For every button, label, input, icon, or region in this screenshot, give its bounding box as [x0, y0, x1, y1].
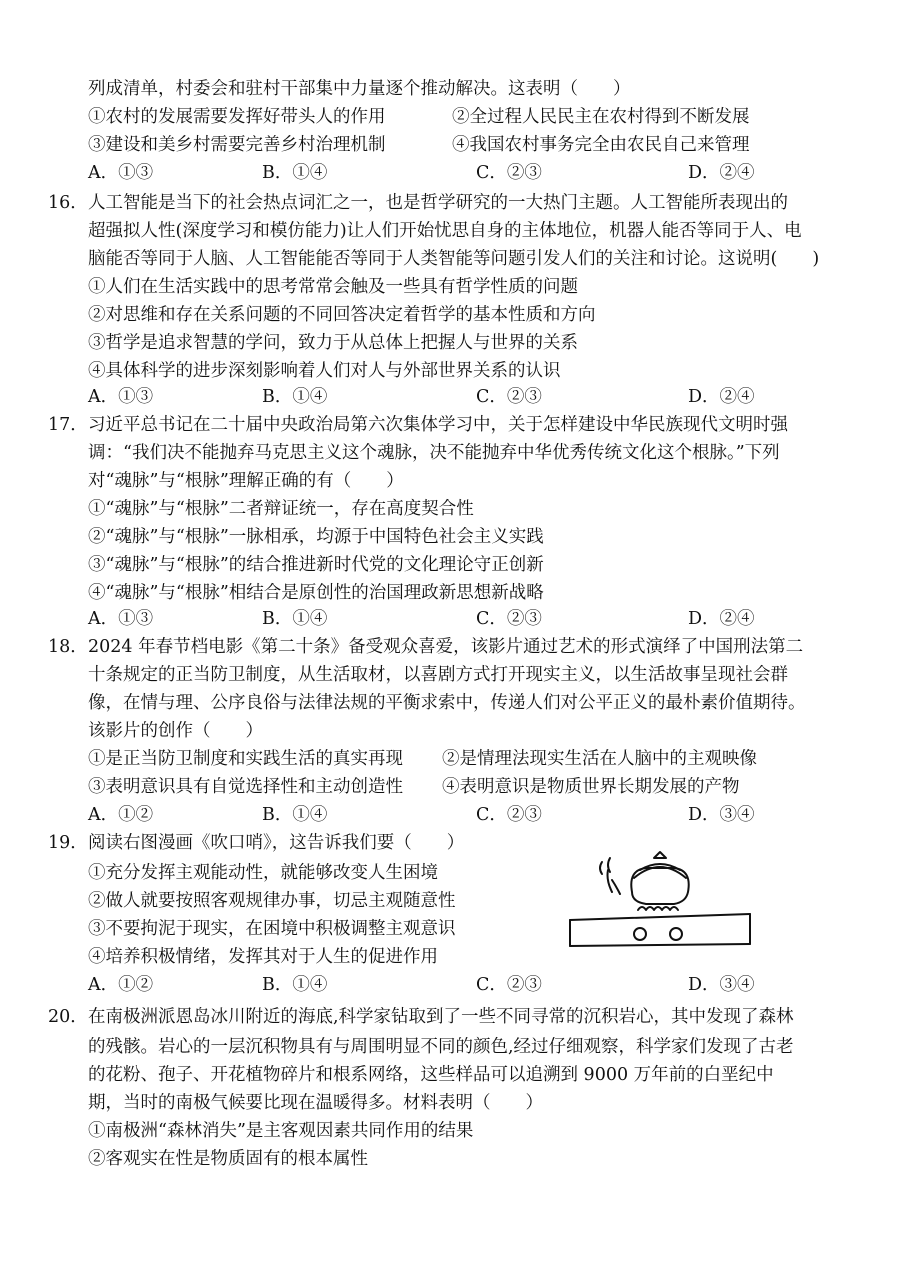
q18-choice-a[interactable]: A．①②	[88, 805, 154, 825]
q19-choice-d[interactable]: D．③④	[688, 975, 755, 995]
q19-choice-c[interactable]: C．②③	[476, 975, 542, 995]
q16-choice-b[interactable]: B．①④	[262, 387, 328, 407]
q20-item-2: ②客观实在性是物质固有的根本属性	[88, 1149, 368, 1169]
q15-choice-c[interactable]: C．②③	[476, 163, 542, 183]
q15-choice-a[interactable]: A．①③	[88, 163, 154, 183]
q17-stem-line: 对“魂脉”与“根脉”理解正确的有（ ）	[88, 471, 404, 491]
q16-item-1: ①人们在生活实践中的思考常常会触及一些具有哲学性质的问题	[88, 277, 578, 297]
q20-stem-line: 期，当时的南极气候要比现在温暖得多。材料表明（ ）	[88, 1093, 543, 1113]
q17-item-1: ①“魂脉”与“根脉”二者辩证统一，存在高度契合性	[88, 499, 474, 519]
q18-item-1: ①是正当防卫制度和实践生活的真实再现	[88, 749, 403, 769]
q16-item-2: ②对思维和存在关系问题的不同回答决定着哲学的基本性质和方向	[88, 305, 596, 325]
q16-choice-a[interactable]: A．①③	[88, 387, 154, 407]
q20-stem-line: 的残骸。岩心的一层沉积物具有与周围明显不同的颜色,经过仔细观察，科学家们发现了古老	[88, 1037, 794, 1057]
q15-stem: 列成清单，村委会和驻村干部集中力量逐个推动解决。这表明（ ）	[88, 79, 631, 99]
q15-item-1: ①农村的发展需要发挥好带头人的作用	[88, 107, 386, 127]
q18-choice-d[interactable]: D．③④	[688, 805, 755, 825]
q18-choice-b[interactable]: B．①④	[262, 805, 328, 825]
q19-item-3: ③不要拘泥于现实，在困境中积极调整主观意识	[88, 919, 456, 939]
q18-choice-c[interactable]: C．②③	[476, 805, 542, 825]
q20-stem-line: 在南极洲派恩岛冰川附近的海底,科学家钻取到了一些不同寻常的沉积岩心，其中发现了森林	[88, 1007, 794, 1027]
q18-stem-line: 2024 年春节档电影《第二十条》备受观众喜爱，该影片通过艺术的形式演绎了中国刑法第二	[88, 637, 804, 657]
q15-item-3: ③建设和美乡村需要完善乡村治理机制	[88, 135, 386, 155]
q16-stem-line: 人工智能是当下的社会热点词汇之一，也是哲学研究的一大热门主题。人工智能所表现出的	[88, 193, 788, 213]
q18-item-3: ③表明意识具有自觉选择性和主动创造性	[88, 777, 403, 797]
kettle-cartoon-image	[560, 848, 760, 958]
q15-choice-d[interactable]: D．②④	[688, 163, 755, 183]
q16-stem-line: 脑能否等同于人脑、人工智能能否等同于人类智能等问题引发人们的关注和讨论。这说明( )	[88, 249, 820, 269]
q18-stem-line: 像，在情与理、公序良俗与法律法规的平衡求索中，传递人们对公平正义的最朴素价值期待。	[88, 693, 806, 713]
q18-stem-line: 十条规定的正当防卫制度，从生活取材，以喜剧方式打开现实主义，以生活故事呈现社会群	[88, 665, 788, 685]
q15-item-4: ④我国农村事务完全由农民自己来管理	[452, 135, 750, 155]
q18-item-2: ②是情理法现实生活在人脑中的主观映像	[442, 749, 757, 769]
q20-item-1: ①南极洲“森林消失”是主客观因素共同作用的结果	[88, 1121, 474, 1141]
q16-number: 16．	[48, 193, 88, 213]
q17-item-4: ④“魂脉”与“根脉”相结合是原创性的治国理政新思想新战略	[88, 583, 544, 603]
q17-choice-b[interactable]: B．①④	[262, 609, 328, 629]
q17-choice-c[interactable]: C．②③	[476, 609, 542, 629]
q19-choice-a[interactable]: A．①②	[88, 975, 154, 995]
q17-stem-line: 调：“我们决不能抛弃马克思主义这个魂脉，决不能抛弃中华优秀传统文化这个根脉。”下列	[88, 443, 780, 463]
q20-number: 20．	[48, 1007, 88, 1027]
q19-choice-b[interactable]: B．①④	[262, 975, 328, 995]
q16-stem-line: 超强拟人性(深度学习和模仿能力)让人们开始忧思自身的主体地位，机器人能否等同于人、电	[88, 221, 802, 241]
q15-choice-b[interactable]: B．①④	[262, 163, 328, 183]
q18-number: 18．	[48, 637, 88, 657]
q17-item-3: ③“魂脉”与“根脉”的结合推进新时代党的文化理论守正创新	[88, 555, 544, 575]
q18-stem-line: 该影片的创作（ ）	[88, 721, 263, 741]
q16-choice-c[interactable]: C．②③	[476, 387, 542, 407]
q17-item-2: ②“魂脉”与“根脉”一脉相承，均源于中国特色社会主义实践	[88, 527, 544, 547]
q17-stem-line: 习近平总书记在二十届中央政治局第六次集体学习中，关于怎样建设中华民族现代文明时强	[88, 415, 788, 435]
q19-item-1: ①充分发挥主观能动性，就能够改变人生困境	[88, 863, 438, 883]
q17-choice-a[interactable]: A．①③	[88, 609, 154, 629]
q16-choice-d[interactable]: D．②④	[688, 387, 755, 407]
q18-item-4: ④表明意识是物质世界长期发展的产物	[442, 777, 740, 797]
q19-item-4: ④培养积极情绪，发挥其对于人生的促进作用	[88, 947, 438, 967]
q19-item-2: ②做人就要按照客观规律办事，切忌主观随意性	[88, 891, 456, 911]
q19-number: 19．	[48, 833, 88, 853]
q15-item-2: ②全过程人民民主在农村得到不断发展	[452, 107, 750, 127]
q20-stem-line: 的花粉、孢子、开花植物碎片和根系网络，这些样品可以追溯到 9000 万年前的白垩纪中	[88, 1065, 774, 1085]
q17-choice-d[interactable]: D．②④	[688, 609, 755, 629]
q19-stem: 阅读右图漫画《吹口哨》，这告诉我们要（ ）	[88, 833, 465, 853]
q17-number: 17．	[48, 415, 88, 435]
q16-item-3: ③哲学是追求智慧的学问，致力于从总体上把握人与世界的关系	[88, 333, 578, 353]
q16-item-4: ④具体科学的进步深刻影响着人们对人与外部世界关系的认识	[88, 361, 561, 381]
